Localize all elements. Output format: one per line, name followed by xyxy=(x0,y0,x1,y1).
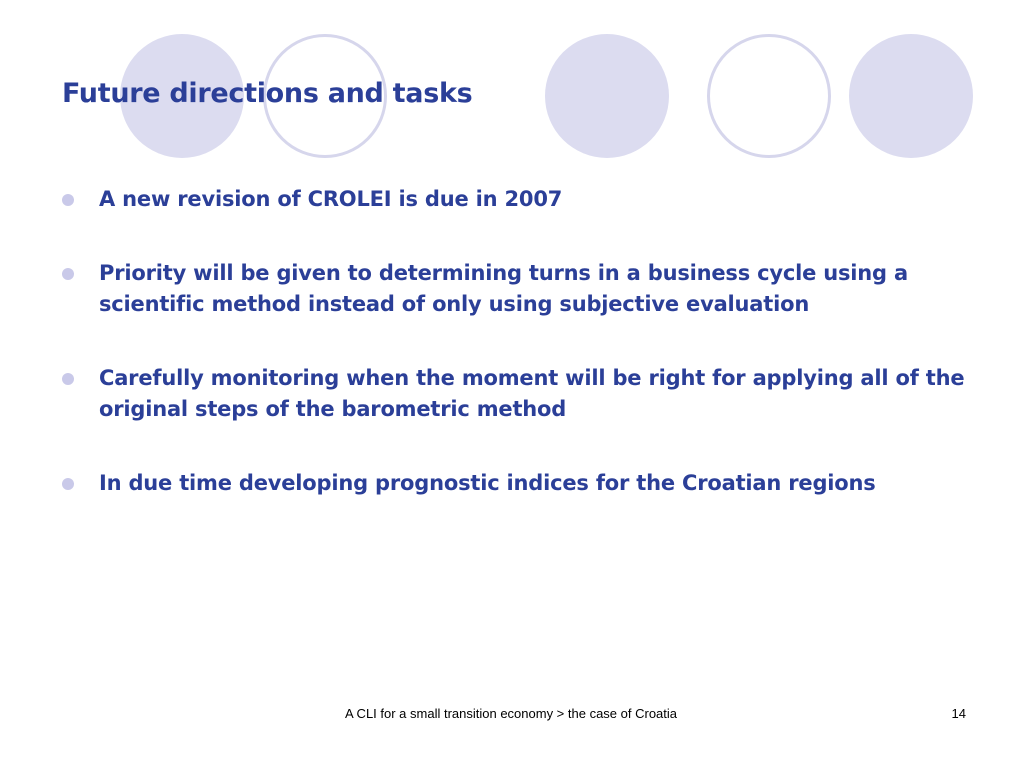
bullet-text: A new revision of CROLEI is due in 2007 xyxy=(99,187,563,211)
bullet-text: In due time developing prognostic indices for the Croatian regions xyxy=(99,471,876,495)
bullet-dot-icon xyxy=(62,194,74,206)
bullet-list xyxy=(62,184,982,542)
bullet-dot-icon xyxy=(62,268,74,280)
bullet-text: Priority will be given to determining turns in a business cycle using a scientific method instead of only using subjective evaluation xyxy=(99,261,908,316)
bullet-item xyxy=(62,184,982,215)
slide-title: Future directions and tasks xyxy=(62,78,473,109)
bullet-item xyxy=(62,468,982,499)
bullet-text: Carefully monitoring when the moment will be right for applying all of the original steps of the barometric method xyxy=(99,366,965,421)
decorative-ring-circle xyxy=(707,34,831,158)
page-number: 14 xyxy=(951,706,966,721)
decorative-filled-circle xyxy=(545,34,669,158)
bullet-dot-icon xyxy=(62,373,74,385)
footer-text: A CLI for a small transition economy > the case of Croatia xyxy=(344,706,678,721)
bullet-item xyxy=(62,258,982,320)
bullet-dot-icon xyxy=(62,478,74,490)
bullet-item xyxy=(62,363,982,425)
decorative-filled-circle xyxy=(849,34,973,158)
